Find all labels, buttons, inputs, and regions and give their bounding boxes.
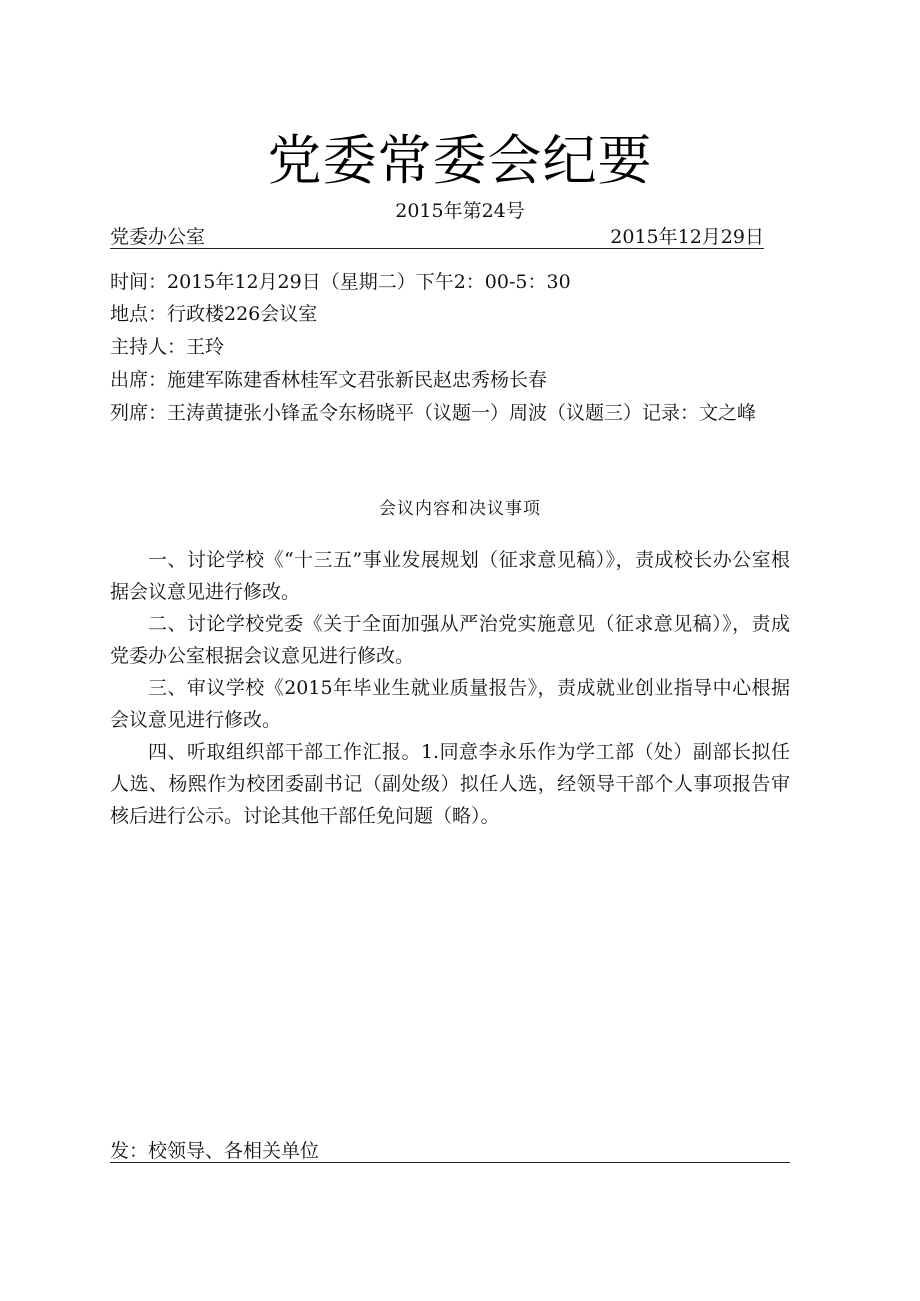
- issuer-date-row: [110, 222, 764, 249]
- section-heading: 会议内容和决议事项: [379, 499, 541, 519]
- meeting-location: 地点：行政楼226会议室: [110, 303, 318, 325]
- issue-number: 2015年第24号: [395, 200, 525, 222]
- document-title: 党委常委会纪要: [267, 129, 653, 192]
- meeting-host: 主持人：王玲: [110, 336, 225, 358]
- distribution-line: 发：校领导、各相关单位: [110, 1136, 790, 1163]
- resolution-item-2: 二、讨论学校党委《关于全面加强从严治党实施意见（征求意见稿）》，责成党委办公室根据会议意见进行修改。: [110, 613, 790, 667]
- resolution-list: [110, 544, 790, 832]
- resolution-item-1: 一、讨论学校《“十三五”事业发展规划（征求意见稿）》，责成校长办公室根据会议意见进行修改。: [110, 549, 790, 603]
- resolution-item-3: 三、审议学校《2015年毕业生就业质量报告》，责成就业创业指导中心根据会议意见进行修改。: [110, 677, 790, 731]
- meeting-observers: 列席：王涛黄捷张小锋孟令东杨晓平（议题一）周波（议题三）记录：文之峰: [110, 402, 757, 424]
- meeting-attendees: 出席：施建军陈建香林桂军文君张新民赵忠秀杨长春: [110, 369, 548, 391]
- issue-date: 2015年12月29日: [610, 226, 764, 248]
- resolution-item-4: 四、听取组织部干部工作汇报。1.同意李永乐作为学工部（处）副部长拟任人选、杨熙作为校团委副书记（副处级）拟任人选，经领导干部个人事项报告审核后进行公示。讨论其他干部任免问题（略）。: [110, 741, 790, 827]
- meeting-time: 时间：2015年12月29日（星期二）下午2：00-5：30: [110, 271, 571, 293]
- issuing-office: 党委办公室: [110, 226, 206, 248]
